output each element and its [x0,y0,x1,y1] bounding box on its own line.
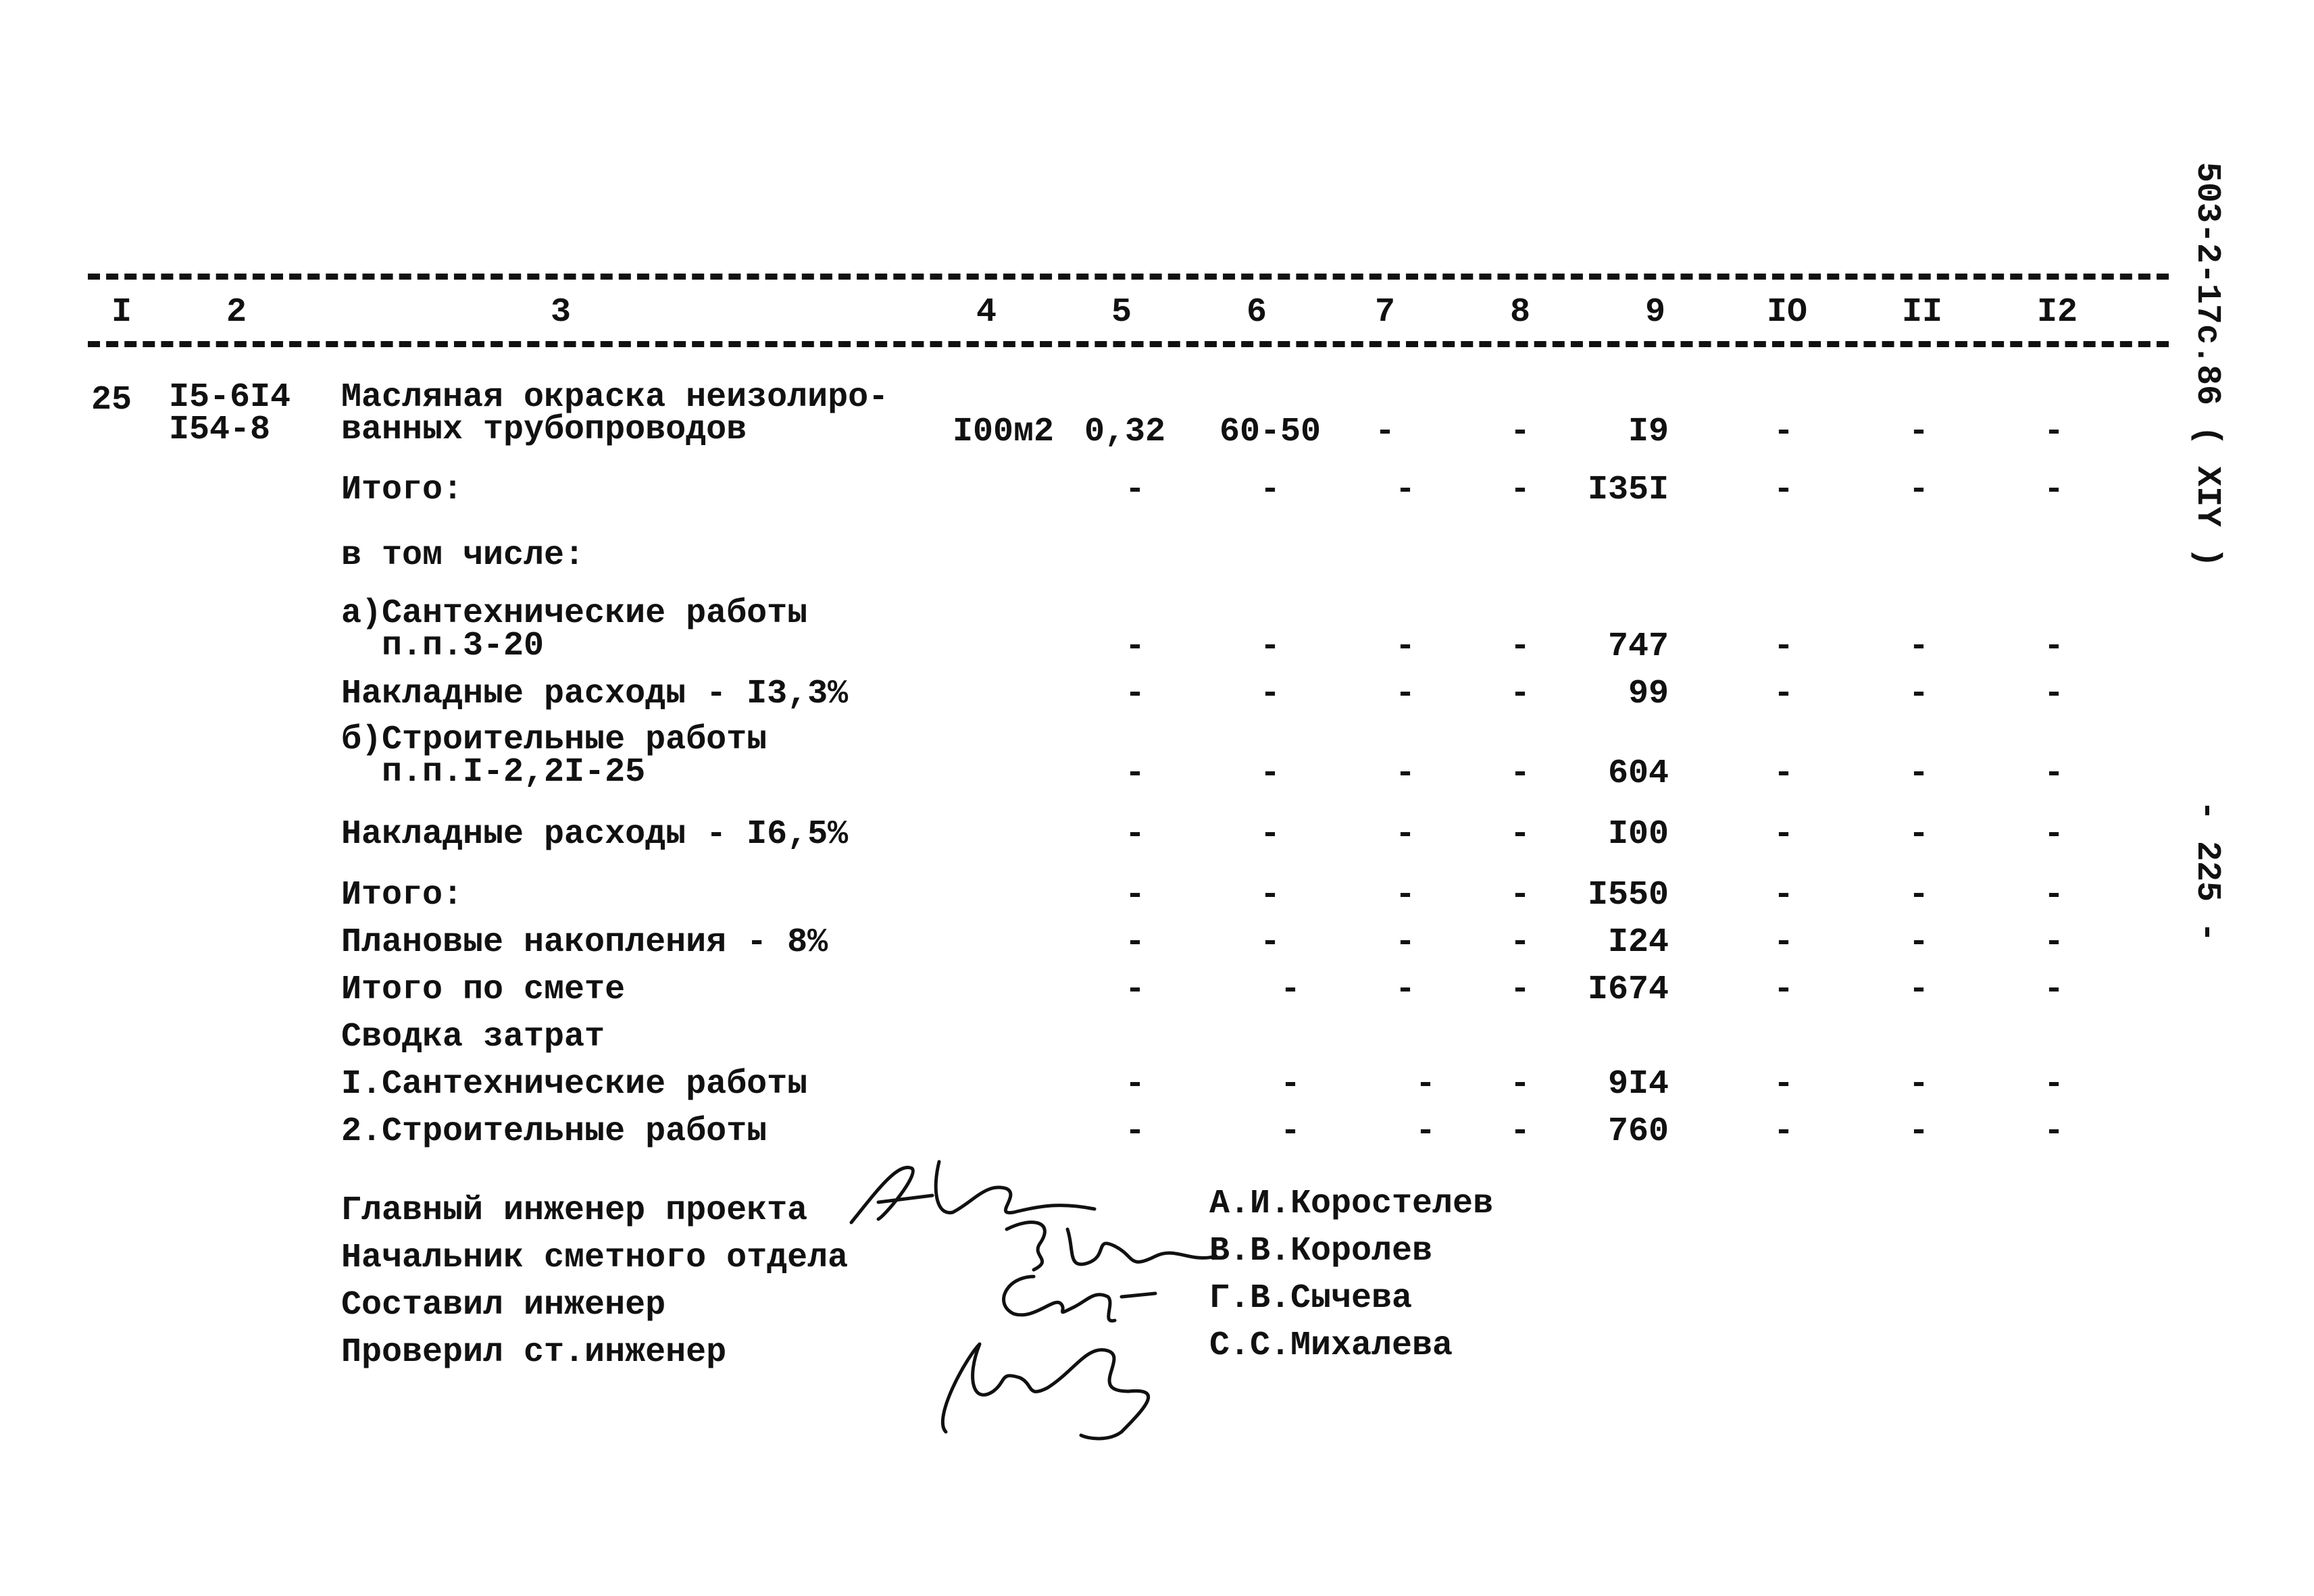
signer-role: Начальник сметного отдела [341,1239,849,1277]
cell-col7: - [1394,675,1415,713]
column-header: 4 [976,293,997,332]
header-bottom-rule [88,341,2169,347]
cell-col7: - [1394,971,1415,1009]
cell-col9: 760 [1607,1112,1669,1151]
cell-col9: I9 [1628,413,1669,451]
cell-col9: 747 [1607,627,1669,666]
cell-col10: - [1773,471,1794,509]
unit-price: 60-50 [1219,413,1322,451]
cell-col10: - [1773,1065,1794,1104]
cell-col8: - [1509,923,1530,962]
cell-col8: - [1509,675,1530,713]
cell-col10: - [1773,815,1794,854]
cell-col7: - [1394,627,1415,666]
quantity: 0,32 [1084,413,1166,451]
cell-col11: - [1908,1065,1929,1104]
cell-col7: - [1394,754,1415,793]
cell-col5: - [1124,876,1145,915]
signer-name: Г.В.Сычева [1209,1279,1413,1318]
cell-col6: - [1259,815,1280,854]
cell-col12: - [2043,815,2064,854]
signer-role: Главный инженер проекта [341,1191,808,1230]
cell-col6: - [1280,971,1301,1009]
cell-col5: - [1124,1065,1145,1104]
cell-col10: - [1773,754,1794,793]
cell-col6: - [1259,471,1280,509]
work-description: Сводка затрат [341,1018,605,1056]
work-description: 2.Строительные работы [341,1112,768,1151]
cell-col12: - [2043,471,2064,509]
cell-col6: - [1259,923,1280,962]
cell-col11: - [1908,754,1929,793]
cell-col9: 9I4 [1607,1065,1669,1104]
cell-col12: - [2043,1112,2064,1151]
cell-col8: - [1509,754,1530,793]
cell-col7: - [1415,1065,1436,1104]
cell-col12: - [2043,754,2064,793]
cell-col11: - [1908,627,1929,666]
work-description: Итого по смете [341,971,626,1009]
table-top-rule [88,274,2169,280]
cell-col11: - [1908,923,1929,962]
cell-col5: - [1124,627,1145,666]
cell-col10: - [1773,413,1794,451]
cell-col11: - [1908,675,1929,713]
cell-col8: - [1509,1065,1530,1104]
column-header: 6 [1246,293,1267,332]
work-description: б)Строительные работы п.п.I-2,2I-25 [341,721,768,792]
work-description: I.Сантехнические работы [341,1065,808,1104]
cell-col12: - [2043,1065,2064,1104]
cell-col8: - [1509,471,1530,509]
cell-col9: I674 [1587,971,1669,1009]
cell-col8: - [1509,413,1530,451]
cell-col11: - [1908,971,1929,1009]
cell-col12: - [2043,413,2064,451]
cell-col11: - [1908,815,1929,854]
work-description: Масляная окраска неизолиро- ванных трубопроводов [341,378,889,449]
cell-col12: - [2043,876,2064,915]
cell-col7: - [1394,815,1415,854]
norm-code: I5-6I4 I54-8 [169,378,291,449]
cell-col8: - [1509,971,1530,1009]
cell-col8: - [1509,1112,1530,1151]
signer-role: Составил инженер [341,1286,666,1324]
signer-role: Проверил ст.инженер [341,1333,727,1372]
cell-col5: - [1124,1112,1145,1151]
column-header: 7 [1374,293,1395,332]
cell-col10: - [1773,876,1794,915]
column-header: 9 [1644,293,1665,332]
column-header: I [111,293,132,332]
work-description: Накладные расходы - I3,3% [341,675,849,713]
cell-col12: - [2043,627,2064,666]
cell-col9: 99 [1628,675,1669,713]
cell-col6: - [1259,754,1280,793]
cell-col12: - [2043,971,2064,1009]
column-header: I2 [2036,293,2078,332]
cell-col6: - [1259,627,1280,666]
cell-col12: - [2043,675,2064,713]
signer-name: В.В.Королев [1209,1232,1433,1270]
work-description: Итого: [341,876,463,915]
cell-col12: - [2043,923,2064,962]
work-description: Итого: [341,471,463,509]
cell-col10: - [1773,971,1794,1009]
cell-col9: I00 [1607,815,1669,854]
cell-col8: - [1509,627,1530,666]
unit: I00м2 [952,413,1055,451]
cell-col7: - [1394,471,1415,509]
cell-col5: - [1124,923,1145,962]
page-number: - 225 - [2188,800,2226,943]
cell-col5: - [1124,754,1145,793]
work-description: а)Сантехнические работы п.п.3-20 [341,594,808,665]
column-header: 5 [1111,293,1132,332]
cell-col5: - [1124,471,1145,509]
cell-col11: - [1908,413,1929,451]
cell-col10: - [1773,627,1794,666]
cell-col6: - [1280,1065,1301,1104]
column-header: IO [1766,293,1807,332]
cell-col6: - [1259,876,1280,915]
column-header: 3 [550,293,571,332]
signer-name: С.С.Михалева [1209,1327,1453,1365]
row-number: 25 [91,381,132,419]
cell-col7: - [1394,923,1415,962]
cell-col5: - [1124,815,1145,854]
column-header: 2 [226,293,247,332]
cell-col7: - [1394,876,1415,915]
signature-checker [919,1317,1176,1445]
column-header: 8 [1509,293,1530,332]
cell-col10: - [1773,923,1794,962]
cell-col9: 604 [1607,754,1669,793]
work-description: в том числе: [341,536,585,575]
cell-col9: I24 [1607,923,1669,962]
cell-col9: I550 [1587,876,1669,915]
document-code: 503-2-17c.86 ( XIY ) [2188,162,2226,568]
cell-col6: - [1259,675,1280,713]
cell-col8: - [1509,815,1530,854]
cell-col7: - [1415,1112,1436,1151]
cell-col11: - [1908,876,1929,915]
cell-col5: - [1124,971,1145,1009]
cell-col7: - [1374,413,1395,451]
cell-col5: - [1124,675,1145,713]
cell-col6: - [1280,1112,1301,1151]
cell-col10: - [1773,675,1794,713]
cell-col8: - [1509,876,1530,915]
column-header: II [1901,293,1942,332]
cell-col11: - [1908,1112,1929,1151]
cell-col11: - [1908,471,1929,509]
signer-name: А.И.Коростелев [1209,1185,1494,1223]
work-description: Плановые накопления - 8% [341,923,828,962]
cell-col10: - [1773,1112,1794,1151]
cell-col9: I35I [1587,471,1669,509]
work-description: Накладные расходы - I6,5% [341,815,849,854]
